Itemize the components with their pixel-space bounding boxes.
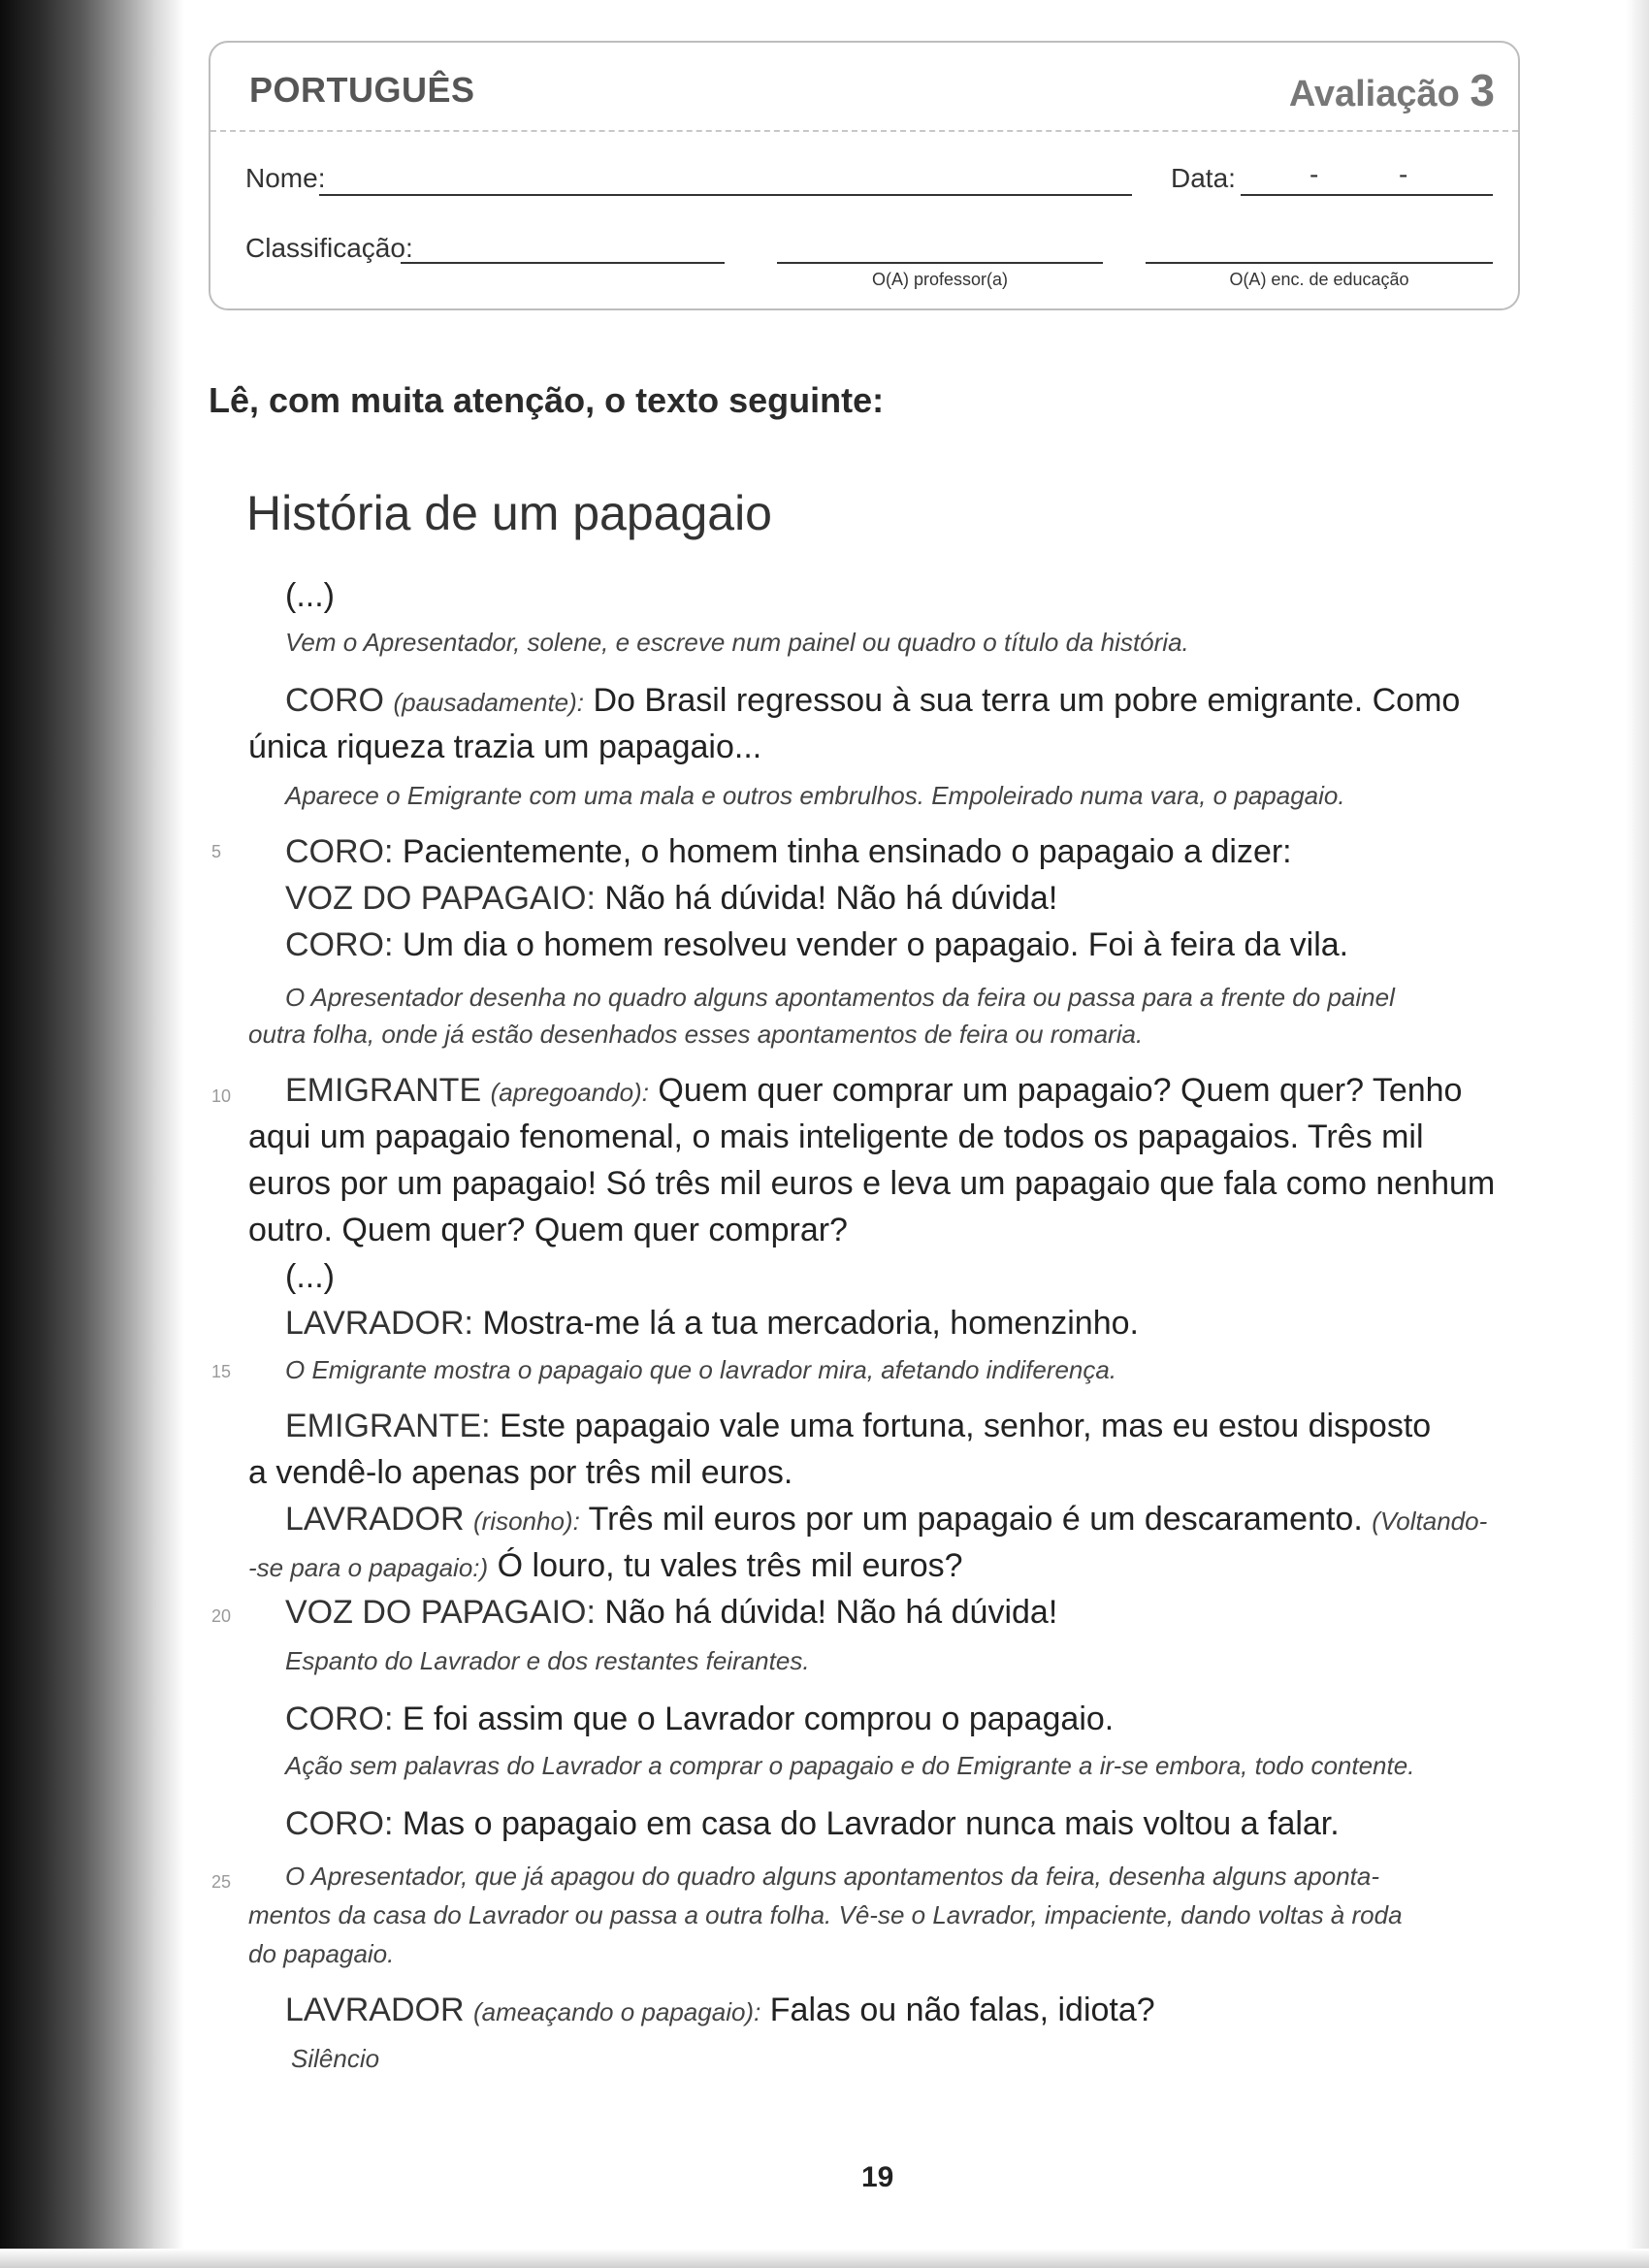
dialogue-text: Três mil euros por um papagaio é um descaramento. (588, 1501, 1363, 1538)
teacher-signature-field[interactable] (777, 262, 1103, 264)
dialogue-text: Falas ou não falas, idiota? (769, 1992, 1155, 2028)
dialogue-line (285, 677, 1460, 726)
speaker-direction: (Voltando- (1372, 1507, 1488, 1536)
dialogue-line (285, 1987, 1155, 2035)
speaker-direction: (risonho): (472, 1507, 580, 1536)
stage-direction: Vem o Apresentador, solene, e escreve num painel ou quadro o título da história. (285, 628, 1189, 657)
guardian-caption: O(A) enc. de educação (1229, 270, 1409, 289)
dialogue-text: Quem quer comprar um papagaio? Quem quer? Tenho (658, 1072, 1463, 1109)
speaker: CORO (285, 682, 384, 719)
line-number: 15 (211, 1362, 232, 1381)
dialogue-text: Um dia o homem resolveu vender o papagaio. Foi à feira da vila. (402, 926, 1349, 963)
dialogue-line (285, 1800, 1340, 1847)
dialogue-text: Ó louro, tu vales três mil euros? (497, 1547, 963, 1584)
assessment-title (1289, 64, 1495, 116)
speaker-direction: (apregoando): (490, 1078, 649, 1107)
classification-label: Classificação: (245, 233, 413, 263)
speaker: CORO: (285, 833, 394, 870)
stage-direction: Ação sem palavras do Lavrador a comprar o papagaio e do Emigrante a ir-se embora, todo contente. (285, 1751, 1415, 1780)
line-number: 10 (211, 1086, 232, 1106)
line-number: 5 (211, 842, 222, 861)
subject-title: PORTUGUÊS (249, 70, 475, 110)
student-info-box (209, 41, 1520, 310)
header-bar (210, 43, 1518, 132)
ellipsis: (...) (285, 1258, 335, 1295)
dialogue-line: aqui um papagaio fenomenal, o mais inteligente de todos os papagaios. Três mil (248, 1118, 1424, 1155)
date-separator: - (1310, 159, 1319, 189)
guardian-signature-field[interactable] (1146, 262, 1493, 264)
name-label: Nome: (245, 163, 326, 193)
teacher-caption: O(A) professor(a) (871, 270, 1009, 289)
dialogue-line: euros por um papagaio! Só três mil euros e leva um papagaio que fala como nenhum (248, 1165, 1496, 1202)
dialogue-text: E foi assim que o Lavrador comprou o papagaio. (402, 1701, 1115, 1737)
name-field[interactable] (319, 194, 1132, 196)
speaker-direction: (ameaçando o papagaio): (472, 1997, 761, 2026)
speaker: EMIGRANTE (285, 1072, 482, 1109)
stage-direction: Espanto do Lavrador e dos restantes feirantes. (285, 1646, 810, 1675)
stage-direction: Aparece o Emigrante com uma mala e outros embrulhos. Empoleirado numa vara, o papagaio. (285, 781, 1345, 810)
page-bottom-edge (0, 2249, 1649, 2268)
line-number: 20 (211, 1606, 232, 1626)
dialogue-line: única riqueza trazia um papagaio... (248, 729, 762, 765)
dialogue-line (285, 1496, 1487, 1544)
dialogue-line (285, 1589, 1057, 1636)
speaker: CORO: (285, 1701, 394, 1737)
dialogue-text: Mas o papagaio em casa do Lavrador nunca mais voltou a falar. (402, 1805, 1340, 1842)
dialogue-line (285, 1403, 1431, 1449)
dialogue-line (285, 828, 1292, 875)
stage-direction: O Apresentador, que já apagou do quadro alguns apontamentos da feira, desenha alguns aponta- (285, 1862, 1379, 1891)
speaker: CORO: (285, 1805, 394, 1842)
speaker: EMIGRANTE: (285, 1408, 491, 1444)
speaker: LAVRADOR: (285, 1305, 473, 1342)
speaker: LAVRADOR (285, 1501, 465, 1538)
dialogue-line: outro. Quem quer? Quem quer comprar? (248, 1212, 848, 1248)
stage-direction: mentos da casa do Lavrador ou passa a outra folha. Vê-se o Lavrador, impaciente, dando voltas à roda (248, 1900, 1403, 1929)
dialogue-text: Este papagaio vale uma fortuna, senhor, mas eu estou disposto (500, 1408, 1432, 1444)
speaker: CORO: (285, 926, 394, 963)
dialogue-text: Não há dúvida! Não há dúvida! (604, 880, 1058, 917)
date-label: Data: (1171, 163, 1236, 193)
dialogue-line (285, 922, 1348, 968)
dialogue-text: Não há dúvida! Não há dúvida! (604, 1594, 1058, 1631)
dialogue-line (248, 1542, 963, 1591)
book-binding-shadow (0, 0, 184, 2268)
dialogue-text: Mostra-me lá a tua mercadoria, homenzinho. (482, 1305, 1139, 1342)
date-field[interactable] (1241, 194, 1493, 196)
stage-direction: outra folha, onde já estão desenhados esses apontamentos de feira ou romaria. (248, 1020, 1144, 1049)
instruction: Lê, com muita atenção, o texto seguinte: (209, 380, 885, 420)
speaker: VOZ DO PAPAGAIO: (285, 880, 596, 917)
speaker: VOZ DO PAPAGAIO: (285, 1594, 596, 1631)
text-title: História de um papagaio (246, 486, 772, 540)
dialogue-line (285, 1067, 1462, 1116)
ellipsis: (...) (285, 577, 335, 614)
dialogue-line (285, 875, 1057, 922)
speaker-direction: -se para o papagaio:) (248, 1553, 489, 1582)
speaker-direction: (pausadamente): (393, 688, 585, 717)
stage-direction: Silêncio (291, 2044, 380, 2073)
page-right-edge (1626, 0, 1649, 2268)
date-separator: - (1399, 159, 1408, 189)
dialogue-line (285, 1300, 1139, 1346)
assessment-number: 3 (1470, 65, 1495, 115)
page-number: 19 (861, 2161, 894, 2193)
dialogue-text: Do Brasil regressou à sua terra um pobre emigrante. Como (593, 682, 1461, 719)
speaker: LAVRADOR (285, 1992, 465, 2028)
stage-direction: do papagaio. (248, 1939, 395, 1968)
stage-direction: O Apresentador desenha no quadro alguns apontamentos da feira ou passa para a frente do painel (285, 983, 1395, 1012)
dialogue-line: a vendê-lo apenas por três mil euros. (248, 1454, 793, 1491)
assessment-label: Avaliação (1288, 74, 1460, 114)
classification-field[interactable] (401, 262, 725, 264)
stage-direction: O Emigrante mostra o papagaio que o lavrador mira, afetando indiferença. (285, 1355, 1117, 1384)
line-number: 25 (211, 1872, 232, 1892)
dialogue-line (285, 1696, 1114, 1742)
dialogue-text: Pacientemente, o homem tinha ensinado o papagaio a dizer: (402, 833, 1292, 870)
